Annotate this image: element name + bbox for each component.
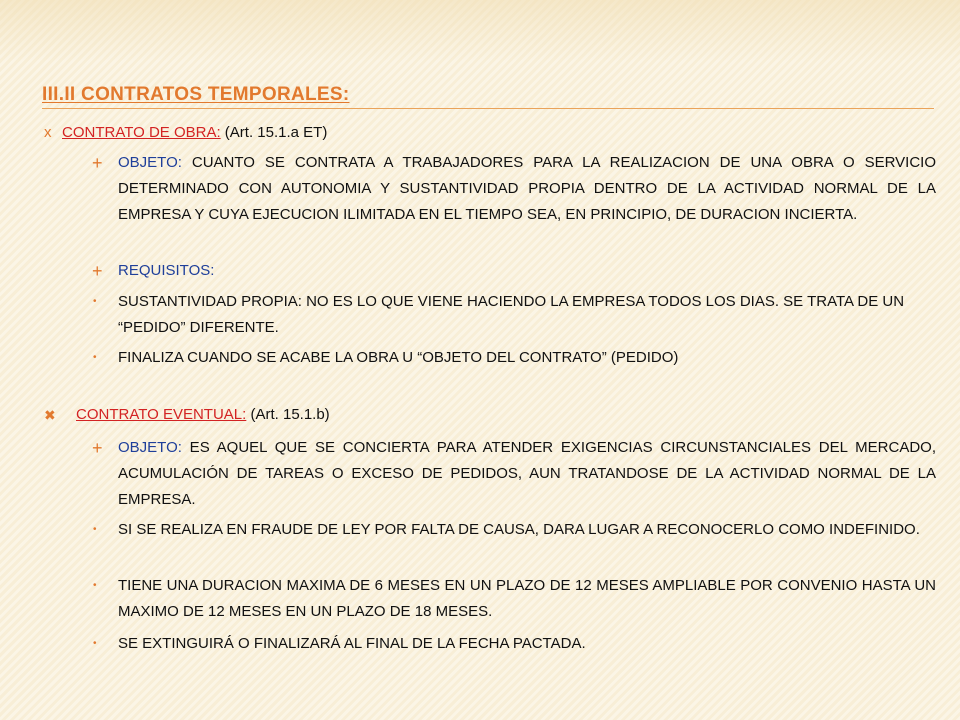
title-divider — [42, 108, 934, 109]
eventual-objeto-paragraph — [118, 435, 936, 513]
x-bullet-icon: x — [44, 124, 52, 141]
header-band — [0, 0, 960, 62]
contrato-obra-link[interactable]: CONTRATO DE OBRA: — [62, 124, 221, 141]
obra-requisitos-label: REQUISITOS: — [118, 262, 215, 279]
dot-bullet-icon: • — [93, 580, 97, 591]
contrato-obra-ref: (Art. 15.1.a ET) — [220, 124, 328, 141]
dot-bullet-icon: • — [93, 352, 97, 363]
obra-objeto-label: OBJETO: — [118, 154, 182, 171]
dot-bullet-icon: • — [93, 524, 97, 535]
contrato-eventual-ref: (Art. 15.1.b) — [246, 406, 330, 423]
obra-bullet-item: FINALIZA CUANDO SE ACABE LA OBRA U “OBJETO DEL CONTRATO” (PEDIDO) — [118, 349, 679, 366]
obra-objeto-text: CUANTO SE CONTRATA A TRABAJADORES PARA LA REALIZACION DE UNA OBRA O SERVICIO DETERMINADO CON AUTONOMIA Y SUSTANTIVIDAD PROPIA DENTRO DE LA ACTIVIDAD NORMAL DE LA EMPRESA Y CUYA EJECUCION ILIMITADA EN EL TIEMPO SEA, EN PRINCIPIO, DE DURACION INCIERTA. — [118, 154, 936, 223]
eventual-bullet-item: SI SE REALIZA EN FRAUDE DE LEY POR FALTA DE CAUSA, DARA LUGAR A RECONOCERLO COMO INDEFINIDO. — [118, 521, 920, 538]
contrato-eventual-link[interactable]: CONTRATO EVENTUAL: — [76, 406, 247, 423]
section-obra-heading — [62, 120, 922, 146]
plus-bullet-icon: + — [92, 153, 103, 173]
plus-bullet-icon: + — [92, 438, 103, 458]
obra-objeto-paragraph — [118, 150, 936, 228]
eventual-bullet-item: TIENE UNA DURACION MAXIMA DE 6 MESES EN UN PLAZO DE 12 MESES AMPLIABLE POR CONVENIO HASTA UN MAXIMO DE 12 MESES EN UN PLAZO DE 18 MESES. — [118, 577, 936, 620]
section-eventual-heading — [76, 402, 936, 428]
dot-bullet-icon: • — [93, 638, 97, 649]
x-mark-bullet-icon: ✖ — [44, 407, 56, 423]
slide-title: III.II CONTRATOS TEMPORALES: — [42, 84, 350, 105]
eventual-objeto-label: OBJETO: — [118, 439, 182, 456]
obra-requisitos — [118, 258, 936, 284]
obra-bullet-item: SUSTANTIVIDAD PROPIA: NO ES LO QUE VIENE HACIENDO LA EMPRESA TODOS LOS DIAS. SE TRATA DE UN “PEDIDO” DIFERENTE. — [118, 293, 905, 336]
eventual-bullet-item: SE EXTINGUIRÁ O FINALIZARÁ AL FINAL DE LA FECHA PACTADA. — [118, 635, 586, 652]
eventual-objeto-text: ES AQUEL QUE SE CONCIERTA PARA ATENDER EXIGENCIAS CIRCUNSTANCIALES DEL MERCADO, ACUMULACIÓN DE TAREAS O EXCESO DE PEDIDOS, AUN TRATANDOSE DE LA ACTIVIDAD NORMAL DE LA EMPRESA. — [118, 439, 936, 508]
dot-bullet-icon: • — [93, 296, 97, 307]
plus-bullet-icon: + — [92, 261, 103, 281]
